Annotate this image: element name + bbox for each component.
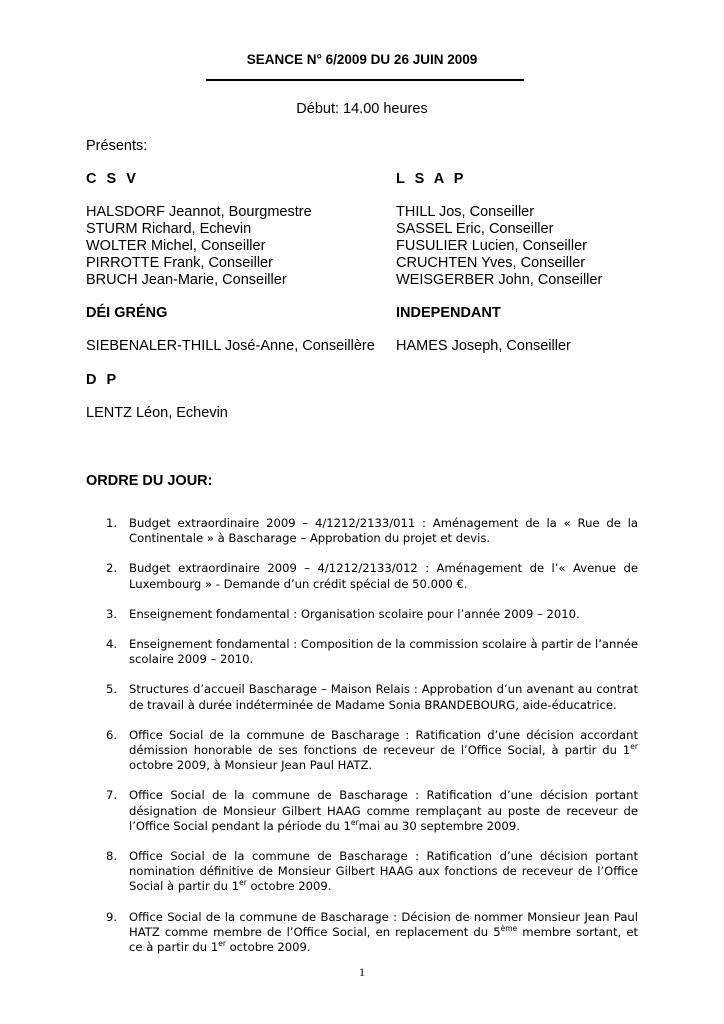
group-dp-members <box>86 405 228 422</box>
page-title: SEANCE N° 6/2009 DU 26 JUIN 2009 <box>246 52 478 67</box>
agenda-list <box>106 516 638 970</box>
member: BRUCH Jean-Marie, Conseiller <box>86 272 287 288</box>
group-dp-name: D P <box>86 372 120 388</box>
agenda-item-number: 4. <box>106 637 118 652</box>
agenda-item <box>106 682 638 712</box>
agenda-item-number: 7. <box>106 788 118 803</box>
agenda-item-number: 8. <box>106 849 118 864</box>
group-independant-members <box>396 338 571 355</box>
member: CRUCHTEN Yves, Conseiller <box>396 255 586 271</box>
agenda-item-number: 3. <box>106 606 118 621</box>
agenda-item-text: Office Social de la commune de Bascharage : Ratification d’une décision accordant démission honorable de ses fonctions de receveur de l’Office Social, à partir du 1er octobre 2009, à Monsieur Jean Paul HATZ. <box>129 727 638 773</box>
agenda-item-number: 6. <box>106 727 118 742</box>
member: PIRROTTE Frank, Conseiller <box>86 255 273 271</box>
member: WOLTER Michel, Conseiller <box>86 238 266 254</box>
agenda-item-text: Budget extraordinaire 2009 – 4/1212/2133/011 : Aménagement de la « Rue de la Continentale » à Bascharage – Approbation du projet et devis. <box>129 516 638 546</box>
agenda-item-number: 9. <box>106 909 118 924</box>
agenda-heading: ORDRE DU JOUR: <box>86 473 213 489</box>
agenda-item-text: Office Social de la commune de Bascharage : Ratification d’une décision portant désignation de Monsieur Gilbert HAAG comme remplaçant au poste de receveur de l’Office Social pendant la période du 1ermai au 30 septembre 2009. <box>129 788 638 833</box>
agenda-item <box>106 561 638 591</box>
presents-label: Présents: <box>86 138 148 154</box>
member: HALSDORF Jeannot, Bourgmestre <box>86 204 312 220</box>
group-lsap-name: L S A P <box>396 171 467 187</box>
group-csv-name: C S V <box>86 171 139 187</box>
agenda-item-text: Office Social de la commune de Bascharage : Ratification d’une décision portant nomination définitive de Monsieur Gilbert HAAG aux fonctions de receveur de l’Office Social à partir du 1er octobre 2009. <box>129 849 638 894</box>
member: WEISGERBER John, Conseiller <box>396 272 603 288</box>
agenda-item-number: 1. <box>106 516 118 530</box>
agenda-item-text: Office Social de la commune de Bascharage : Décision de nommer Monsieur Jean Paul HATZ comme membre de l’Office Social, en replacement du 5ème membre sortant, et ce à partir du 1er octobre 2009. <box>129 909 639 955</box>
group-dei-greng-name: DÉI GRÉNG <box>86 305 168 321</box>
member: STURM Richard, Echevin <box>86 221 252 237</box>
agenda-item <box>106 788 638 834</box>
agenda-item <box>106 910 638 956</box>
agenda-item-text: Enseignement fondamental : Organisation scolaire pour l’année 2009 – 2010. <box>129 606 580 621</box>
title-underline <box>206 79 524 81</box>
member: SIEBENALER-THILL José-Anne, Conseillère <box>86 338 375 354</box>
member: FUSULIER Lucien, Conseiller <box>396 238 587 254</box>
agenda-item-text: Enseignement fondamental : Composition de la commission scolaire à partir de l’année scolaire 2009 – 2010. <box>129 637 638 667</box>
group-independant-name: INDEPENDANT <box>396 305 501 321</box>
member: SASSEL Eric, Conseiller <box>396 221 554 237</box>
agenda-item <box>106 728 638 774</box>
agenda-item <box>106 849 638 895</box>
agenda-item <box>106 607 638 622</box>
agenda-item <box>106 637 638 667</box>
member: HAMES Joseph, Conseiller <box>396 338 571 354</box>
member: THILL Jos, Conseiller <box>396 204 535 220</box>
group-lsap-members <box>396 204 602 289</box>
page-number: 1 <box>359 965 365 979</box>
group-csv-members <box>86 204 312 289</box>
agenda-item <box>106 516 638 546</box>
member: LENTZ Léon, Echevin <box>86 405 228 421</box>
group-dei-greng-members <box>86 338 375 355</box>
agenda-item-text: Budget extraordinaire 2009 – 4/1212/2133/012 : Aménagement de l’« Avenue de Luxembourg » - Demande d’un crédit spécial de 50.000 €. <box>129 561 638 591</box>
agenda-item-number: 2. <box>106 561 118 576</box>
start-time: Début: 14.00 heures <box>296 101 428 117</box>
agenda-item-number: 5. <box>106 682 118 697</box>
agenda-item-text: Structures d’accueil Bascharage – Maison Relais : Approbation d’un avenant au contrat de travail à durée indéterminée de Madame Sonia BRANDEBOURG, aide-éducatrice. <box>129 682 638 712</box>
